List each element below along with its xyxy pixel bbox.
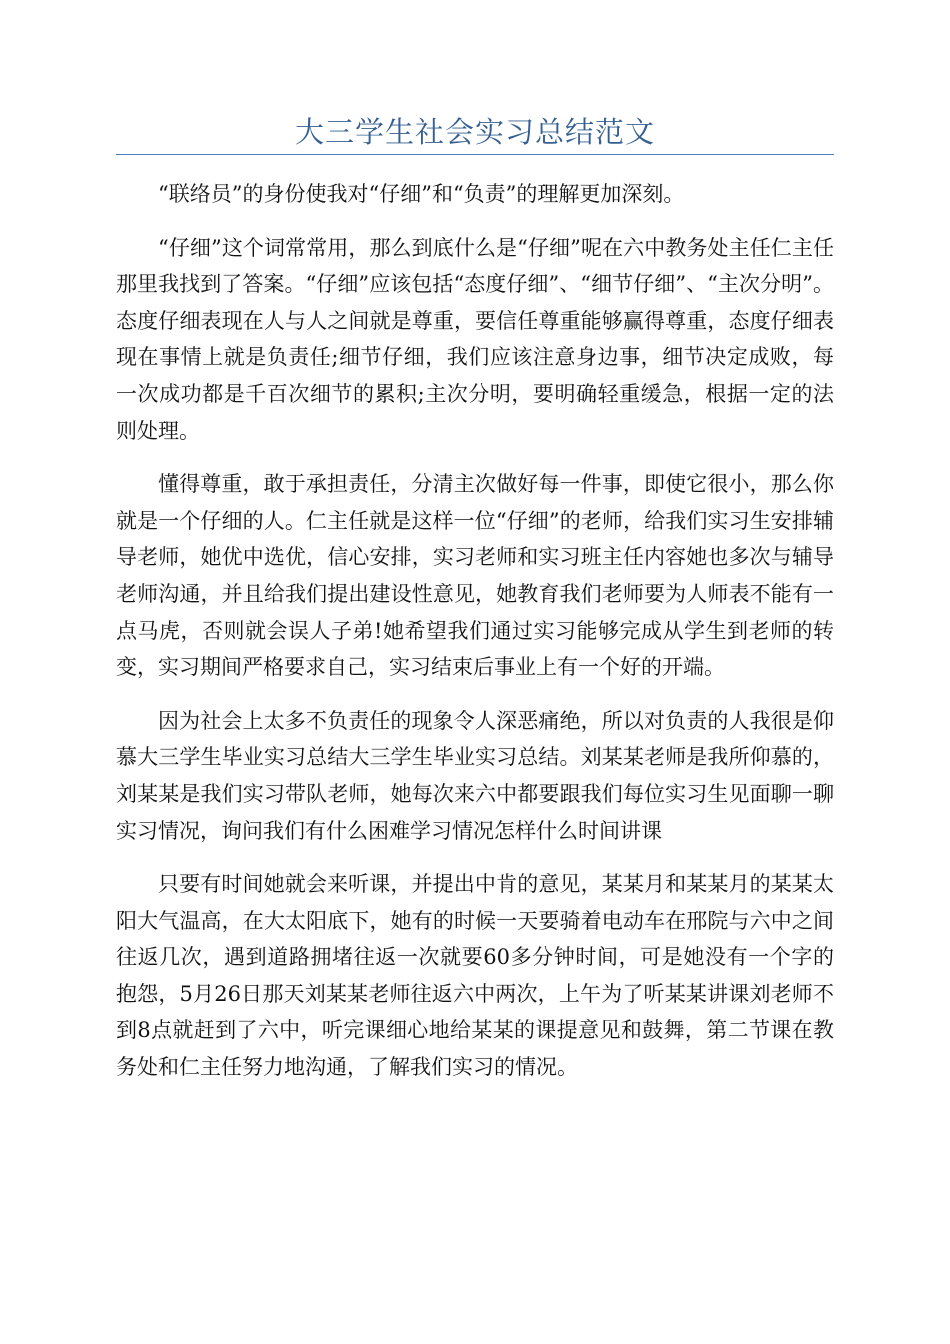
document-body	[116, 176, 834, 1103]
paragraph-3: 懂得尊重，敢于承担责任，分清主次做好每一件事，即使它很小，那么你就是一个仔细的人。仁主任就是这样一位“仔细”的老师，给我们实习生安排辅导老师，她优中选优，信心安排，实习老师和实习班主任内容她也多次与辅导老师沟通，并且给我们提出建设性意见，她教育我们老师要为人师表不能有一点马虎，否则就会误人子弟!她希望我们通过实习能够完成从学生到老师的转变，实习期间严格要求自己，实习结束后事业上有一个好的开端。	[116, 472, 834, 680]
title-underline	[116, 154, 834, 155]
paragraph-1: “联络员”的身份使我对“仔细”和“负责”的理解更加深刻。	[158, 182, 685, 206]
document-title: 大三学生社会实习总结范文	[294, 115, 655, 149]
paragraph-2: “仔细”这个词常常用，那么到底什么是“仔细”呢在六中教务处主任仁主任那里我找到了答案。“仔细”应该包括“态度仔细”、“细节仔细”、“主次分明”。态度仔细表现在人与人之间就是尊重，要信任尊重能够赢得尊重，态度仔细表现在事情上就是负责任;细节仔细，我们应该注意身边事，细节决定成败，每一次成功都是千百次细节的累积;主次分明，要明确轻重缓急，根据一定的法则处理。	[116, 235, 834, 443]
paragraph-4: 因为社会上太多不负责任的现象令人深恶痛绝，所以对负责的人我很是仰慕大三学生毕业实习总结大三学生毕业实习总结。刘某某老师是我所仰慕的，刘某某是我们实习带队老师，她每次来六中都要跟我们每位实习生见面聊一聊实习情况，询问我们有什么困难学习情况怎样什么时间讲课	[116, 708, 834, 843]
paragraph-5: 只要有时间她就会来听课，并提出中肯的意见，某某月和某某月的某某太阳大气温高，在大太阳底下，她有的时候一天要骑着电动车在邢院与六中之间往返几次，遇到道路拥堵往返一次就要60多分钟时间，可是她没有一个字的抱怨，5月26日那天刘某某老师往返六中两次，上午为了听某某讲课刘老师不到8点就赶到了六中，听完课细心地给某某的课提意见和鼓舞，第二节课在教务处和仁主任努力地沟通，了解我们实习的情况。	[116, 872, 834, 1080]
